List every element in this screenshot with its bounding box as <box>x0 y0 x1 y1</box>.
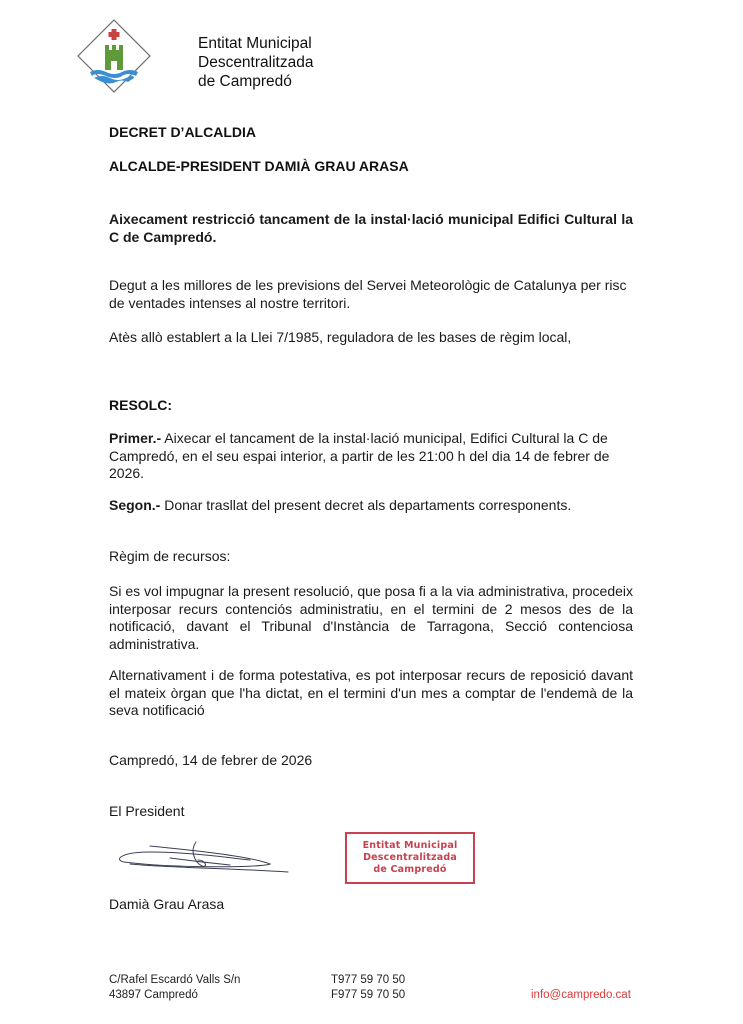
resolution-second <box>109 497 633 515</box>
footer-address <box>109 973 240 1003</box>
stamp-line-1: Entitat Municipal <box>362 840 458 851</box>
document-subject: Aixecament restricció tancament de la instal·lació municipal Edifici Cultural la C de Campredó. <box>109 211 633 245</box>
appeals-paragraph-1: Si es vol impugnar la present resolució, que posa fi a la via administrativa, procedeix interposar recurs contenciós administratiu, en el termini de 2 mesos des de la notificació, davant el Tribunal d'Instància de Tarragona, Secció contenciosa administrativa. <box>109 583 633 652</box>
resolution-first-text: Aixecar el tancament de la instal·lació municipal, Edifici Cultural la C de Campredó, en el seu espai interior, a partir de les 21:00 h del dia 14 de febrer de 2026. <box>109 430 610 481</box>
entity-name-line-3: de Campredó <box>198 73 292 90</box>
preamble-paragraph-2: Atès allò establert a la Llei 7/1985, reguladora de les bases de règim local, <box>109 329 572 345</box>
official-stamp <box>345 832 475 884</box>
resolution-first <box>109 430 633 483</box>
footer-contact <box>331 973 405 1003</box>
stamp-line-3: de Campredó <box>373 864 447 875</box>
place-date: Campredó, 14 de febrer de 2026 <box>109 752 313 768</box>
document-subtitle: ALCALDE-PRESIDENT DAMIÀ GRAU ARASA <box>109 158 409 174</box>
footer-phone: T977 59 70 50 <box>331 974 406 986</box>
footer-fax: F977 59 70 50 <box>331 989 406 1001</box>
document-title: DECRET D’ALCALDIA <box>109 124 256 140</box>
signer-role: El President <box>109 803 185 819</box>
entity-name-line-2: Descentralitzada <box>198 54 314 71</box>
footer-address-line-2: 43897 Campredó <box>109 989 198 1001</box>
entity-name-line-1: Entitat Municipal <box>198 35 312 52</box>
resolve-heading: RESOLC: <box>109 397 172 413</box>
appeals-paragraph-2: Alternativament i de forma potestativa, es pot interposar recurs de reposició davant el mateix òrgan que l'ha dictat, en el termini d'un mes a comptar de l'endemà de la seva notificació <box>109 667 633 718</box>
footer-email-link[interactable]: info@campredo.cat <box>531 989 631 1001</box>
stamp-line-2: Descentralitzada <box>363 852 457 863</box>
footer-address-line-1: C/Rafel Escardó Valls S/n <box>109 974 241 986</box>
handwritten-signature-icon <box>110 838 290 878</box>
entity-name <box>198 34 313 91</box>
appeals-heading: Règim de recursos: <box>109 548 231 564</box>
resolution-second-label: Segon.- <box>109 497 161 513</box>
resolution-first-label: Primer.- <box>109 430 162 446</box>
resolution-second-text: Donar trasllat del present decret als departaments corresponents. <box>160 497 572 513</box>
coat-of-arms-logo-icon <box>76 18 152 94</box>
signer-name: Damià Grau Arasa <box>109 896 225 912</box>
preamble-paragraph-1: Degut a les millores de les previsions del Servei Meteorològic de Catalunya per risc de ventades intenses al nostre territori. <box>109 277 627 311</box>
